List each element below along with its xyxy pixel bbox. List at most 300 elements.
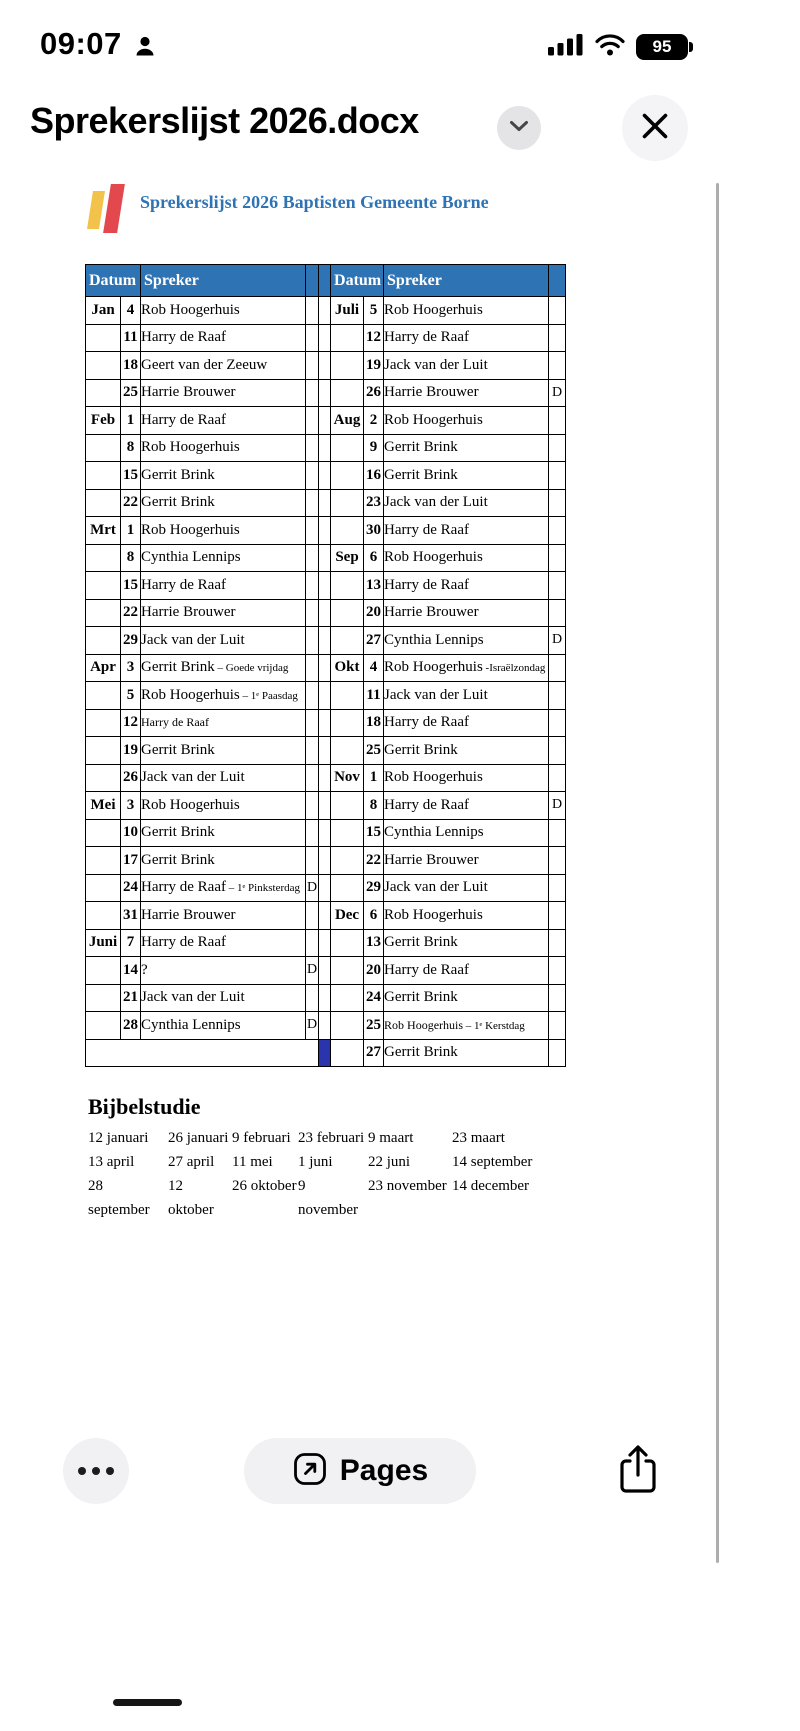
spacer-cell bbox=[319, 627, 331, 655]
table-header-row bbox=[86, 265, 566, 297]
day-cell: 12 bbox=[364, 324, 384, 352]
spacer-cell bbox=[319, 874, 331, 902]
speaker-cell: Rob Hoogerhuis bbox=[141, 434, 306, 462]
table-row bbox=[86, 599, 566, 627]
speaker-cell: Rob Hoogerhuis bbox=[384, 297, 549, 325]
battery-percent: 95 bbox=[652, 37, 672, 56]
spacer-cell bbox=[319, 902, 331, 930]
speaker-cell: Jack van der Luit bbox=[141, 764, 306, 792]
d-marker-cell bbox=[549, 874, 566, 902]
speaker-cell: Harry de Raaf bbox=[384, 324, 549, 352]
cellular-signal-icon bbox=[548, 33, 584, 61]
speaker-cell: Harry de Raaf bbox=[384, 792, 549, 820]
d-marker-cell bbox=[549, 682, 566, 710]
bijbelstudie-date: 14 september bbox=[452, 1154, 533, 1170]
day-cell: 14 bbox=[121, 957, 141, 985]
month-cell bbox=[86, 709, 121, 737]
month-cell: Aug bbox=[331, 407, 364, 435]
day-cell: 24 bbox=[121, 874, 141, 902]
day-cell: 1 bbox=[364, 764, 384, 792]
d-marker-cell bbox=[306, 434, 319, 462]
speaker-cell: Harry de Raaf bbox=[141, 709, 306, 737]
month-cell bbox=[331, 984, 364, 1012]
table-row bbox=[86, 544, 566, 572]
table-row bbox=[86, 902, 566, 930]
table-row bbox=[86, 764, 566, 792]
month-cell bbox=[86, 599, 121, 627]
bijbelstudie-date: 26 oktober bbox=[232, 1178, 297, 1194]
speaker-cell: Rob Hoogerhuis bbox=[384, 902, 549, 930]
d-marker-cell: D bbox=[306, 957, 319, 985]
document-title: Sprekerslijst 2026 Baptisten Gemeente Borne bbox=[140, 192, 489, 212]
table-row bbox=[86, 737, 566, 765]
day-cell: 18 bbox=[364, 709, 384, 737]
spacer-cell bbox=[319, 462, 331, 490]
month-cell bbox=[86, 819, 121, 847]
more-button[interactable] bbox=[63, 1438, 129, 1504]
header-spreker-left: Spreker bbox=[141, 265, 306, 297]
d-marker-cell bbox=[306, 324, 319, 352]
table-row bbox=[86, 434, 566, 462]
d-marker-cell bbox=[306, 792, 319, 820]
speaker-cell: Harry de Raaf bbox=[384, 572, 549, 600]
month-cell: Juni bbox=[86, 929, 121, 957]
d-marker-cell bbox=[549, 1039, 566, 1067]
day-cell: 26 bbox=[121, 764, 141, 792]
bijbelstudie-date: 11 mei bbox=[232, 1154, 273, 1170]
open-in-pages-button[interactable] bbox=[244, 1438, 476, 1504]
share-icon bbox=[617, 1443, 659, 1500]
speaker-cell: Jack van der Luit bbox=[141, 984, 306, 1012]
d-marker-cell bbox=[549, 462, 566, 490]
bijbelstudie-date: 14 december bbox=[452, 1178, 530, 1194]
header-datum-right: Datum bbox=[331, 265, 384, 297]
day-cell: 22 bbox=[121, 489, 141, 517]
home-indicator bbox=[113, 1699, 182, 1706]
day-cell: 15 bbox=[121, 572, 141, 600]
month-cell: Feb bbox=[86, 407, 121, 435]
day-cell: 15 bbox=[121, 462, 141, 490]
day-cell: 5 bbox=[364, 297, 384, 325]
day-cell: 19 bbox=[121, 737, 141, 765]
month-cell bbox=[331, 572, 364, 600]
month-cell bbox=[331, 324, 364, 352]
speaker-cell: Harry de Raaf bbox=[384, 517, 549, 545]
bijbelstudie-date: 23 maart bbox=[452, 1130, 505, 1146]
bijbelstudie-date: 9 november bbox=[298, 1178, 358, 1218]
day-cell: 13 bbox=[364, 929, 384, 957]
speaker-cell: Rob Hoogerhuis -Israëlzondag bbox=[384, 654, 549, 682]
day-cell: 4 bbox=[121, 297, 141, 325]
d-marker-cell bbox=[306, 517, 319, 545]
d-marker-cell bbox=[549, 297, 566, 325]
close-button[interactable] bbox=[622, 95, 688, 161]
month-cell bbox=[86, 352, 121, 380]
speaker-cell: Geert van der Zeeuw bbox=[141, 352, 306, 380]
month-cell bbox=[331, 1039, 364, 1067]
table-row bbox=[86, 379, 566, 407]
month-cell: Apr bbox=[86, 654, 121, 682]
bijbelstudie-date: 12 januari bbox=[88, 1130, 149, 1146]
spacer-cell bbox=[319, 737, 331, 765]
file-title: Sprekerslijst 2026.docx bbox=[30, 100, 419, 141]
table-row bbox=[86, 324, 566, 352]
day-cell: 24 bbox=[364, 984, 384, 1012]
d-marker-cell bbox=[549, 709, 566, 737]
day-cell: 23 bbox=[364, 489, 384, 517]
church-logo bbox=[88, 184, 132, 234]
table-row bbox=[86, 1039, 566, 1067]
d-marker-cell bbox=[549, 517, 566, 545]
table-row bbox=[86, 407, 566, 435]
battery-icon bbox=[636, 34, 688, 60]
month-cell: Nov bbox=[331, 764, 364, 792]
clock: 09:07 bbox=[40, 26, 122, 61]
month-cell bbox=[86, 984, 121, 1012]
d-marker-cell bbox=[549, 489, 566, 517]
d-marker-cell bbox=[306, 462, 319, 490]
d-marker-cell bbox=[306, 929, 319, 957]
month-cell bbox=[331, 847, 364, 875]
speaker-cell: Cynthia Lennips bbox=[141, 1012, 306, 1040]
d-marker-cell bbox=[549, 599, 566, 627]
spacer-cell bbox=[319, 709, 331, 737]
month-cell bbox=[331, 352, 364, 380]
month-cell bbox=[331, 489, 364, 517]
d-marker-cell bbox=[549, 1012, 566, 1040]
day-cell: 18 bbox=[121, 352, 141, 380]
d-marker-cell: D bbox=[306, 874, 319, 902]
speaker-cell: ? bbox=[141, 957, 306, 985]
more-icon bbox=[78, 1467, 86, 1475]
d-marker-cell bbox=[549, 929, 566, 957]
month-cell: Mrt bbox=[86, 517, 121, 545]
bijbelstudie-date: 22 juni bbox=[368, 1154, 411, 1170]
table-row bbox=[86, 1012, 566, 1040]
header-datum-left: Datum bbox=[86, 265, 141, 297]
spacer-cell bbox=[319, 764, 331, 792]
d-marker-cell bbox=[306, 544, 319, 572]
d-marker-cell: D bbox=[549, 379, 566, 407]
table-row bbox=[86, 819, 566, 847]
speaker-cell: Gerrit Brink bbox=[384, 929, 549, 957]
table-row bbox=[86, 709, 566, 737]
month-cell bbox=[331, 874, 364, 902]
spacer-cell bbox=[319, 1012, 331, 1040]
speaker-cell: Harry de Raaf bbox=[141, 407, 306, 435]
spacer-cell bbox=[319, 407, 331, 435]
table-row bbox=[86, 627, 566, 655]
day-cell: 11 bbox=[364, 682, 384, 710]
month-cell bbox=[86, 902, 121, 930]
day-cell: 29 bbox=[364, 874, 384, 902]
speaker-cell: Harry de Raaf bbox=[384, 957, 549, 985]
d-marker-cell bbox=[549, 957, 566, 985]
month-cell bbox=[331, 709, 364, 737]
spacer-cell bbox=[319, 682, 331, 710]
day-cell: 6 bbox=[364, 902, 384, 930]
month-cell: Sep bbox=[331, 544, 364, 572]
table-row bbox=[86, 489, 566, 517]
bijbelstudie-date: 9 februari bbox=[232, 1130, 291, 1146]
table-row bbox=[86, 517, 566, 545]
bijbelstudie-date: 23 november bbox=[368, 1178, 447, 1194]
day-cell: 31 bbox=[121, 902, 141, 930]
day-cell: 28 bbox=[121, 1012, 141, 1040]
day-cell: 8 bbox=[121, 434, 141, 462]
d-marker-cell bbox=[306, 819, 319, 847]
logo-yellow-stripe bbox=[87, 191, 105, 229]
spacer-cell bbox=[319, 517, 331, 545]
month-cell bbox=[86, 324, 121, 352]
day-cell: 3 bbox=[121, 792, 141, 820]
table-row bbox=[86, 654, 566, 682]
d-marker-cell bbox=[549, 902, 566, 930]
month-cell: Mei bbox=[86, 792, 121, 820]
day-cell: 20 bbox=[364, 599, 384, 627]
speakers-table bbox=[85, 264, 566, 1067]
spacer-cell bbox=[319, 544, 331, 572]
speaker-cell: Gerrit Brink bbox=[384, 434, 549, 462]
person-icon bbox=[134, 35, 156, 62]
d-marker-cell bbox=[306, 682, 319, 710]
d-marker-cell bbox=[306, 764, 319, 792]
scrollbar[interactable] bbox=[716, 183, 719, 1563]
spacer-cell bbox=[319, 324, 331, 352]
d-marker-cell bbox=[306, 737, 319, 765]
day-cell: 2 bbox=[364, 407, 384, 435]
month-cell bbox=[331, 1012, 364, 1040]
spacer-cell bbox=[319, 352, 331, 380]
speaker-cell: Harry de Raaf bbox=[141, 324, 306, 352]
d-marker-cell bbox=[306, 627, 319, 655]
speaker-cell: Cynthia Lennips bbox=[141, 544, 306, 572]
d-marker-cell bbox=[306, 984, 319, 1012]
header-d-right bbox=[549, 265, 566, 297]
empty-merged-cell bbox=[86, 1039, 319, 1067]
d-marker-cell bbox=[306, 599, 319, 627]
d-marker-cell: D bbox=[549, 627, 566, 655]
day-cell: 22 bbox=[121, 599, 141, 627]
table-row bbox=[86, 792, 566, 820]
wifi-icon bbox=[594, 33, 626, 61]
month-cell bbox=[86, 1012, 121, 1040]
d-marker-cell bbox=[549, 407, 566, 435]
speaker-cell: Rob Hoogerhuis bbox=[384, 544, 549, 572]
month-cell bbox=[331, 462, 364, 490]
d-marker-cell bbox=[549, 544, 566, 572]
day-cell: 1 bbox=[121, 517, 141, 545]
speaker-cell: Rob Hoogerhuis bbox=[384, 407, 549, 435]
d-marker-cell bbox=[306, 407, 319, 435]
d-marker-cell bbox=[549, 819, 566, 847]
speaker-cell: Jack van der Luit bbox=[384, 874, 549, 902]
speaker-cell: Gerrit Brink bbox=[141, 737, 306, 765]
bijbelstudie-date: 26 januari bbox=[168, 1130, 229, 1146]
speaker-cell: Jack van der Luit bbox=[141, 627, 306, 655]
speaker-cell: Gerrit Brink bbox=[141, 489, 306, 517]
bijbelstudie-date: 23 februari bbox=[298, 1130, 365, 1146]
d-marker-cell bbox=[306, 379, 319, 407]
speaker-cell: Harry de Raaf – 1ᵉ Pinksterdag bbox=[141, 874, 306, 902]
speaker-cell: Cynthia Lennips bbox=[384, 627, 549, 655]
day-cell: 25 bbox=[121, 379, 141, 407]
table-row bbox=[86, 297, 566, 325]
month-cell bbox=[331, 682, 364, 710]
speaker-cell: Harry de Raaf bbox=[141, 929, 306, 957]
d-marker-cell bbox=[549, 984, 566, 1012]
spacer-cell bbox=[319, 572, 331, 600]
table-row bbox=[86, 847, 566, 875]
month-cell bbox=[86, 379, 121, 407]
month-cell bbox=[331, 819, 364, 847]
day-cell: 8 bbox=[121, 544, 141, 572]
month-cell bbox=[331, 627, 364, 655]
speaker-cell: Gerrit Brink bbox=[141, 819, 306, 847]
month-cell bbox=[86, 434, 121, 462]
speaker-cell: Gerrit Brink bbox=[384, 984, 549, 1012]
month-cell: Juli bbox=[331, 297, 364, 325]
pages-label: Pages bbox=[339, 1454, 429, 1487]
table-row bbox=[86, 352, 566, 380]
spacer-cell bbox=[319, 599, 331, 627]
table-row bbox=[86, 929, 566, 957]
table-row bbox=[86, 957, 566, 985]
bijbelstudie-date: 1 juni bbox=[298, 1154, 333, 1170]
speaker-cell: Harry de Raaf bbox=[141, 572, 306, 600]
speaker-cell: Harrie Brouwer bbox=[141, 379, 306, 407]
day-cell: 25 bbox=[364, 1012, 384, 1040]
spacer-cell bbox=[319, 654, 331, 682]
speaker-cell: Gerrit Brink bbox=[384, 462, 549, 490]
speaker-cell: Harrie Brouwer bbox=[141, 902, 306, 930]
month-cell bbox=[331, 929, 364, 957]
spacer-cell bbox=[319, 489, 331, 517]
spacer-cell bbox=[319, 929, 331, 957]
month-cell bbox=[331, 517, 364, 545]
bijbelstudie-date: 13 april bbox=[88, 1154, 135, 1170]
d-marker-cell bbox=[306, 902, 319, 930]
month-cell: Dec bbox=[331, 902, 364, 930]
day-cell: 21 bbox=[121, 984, 141, 1012]
day-cell: 20 bbox=[364, 957, 384, 985]
spacer-cell bbox=[319, 297, 331, 325]
speaker-cell: Rob Hoogerhuis bbox=[141, 792, 306, 820]
bijbelstudie-date: 28 september bbox=[88, 1178, 150, 1218]
day-cell: 16 bbox=[364, 462, 384, 490]
d-marker-cell bbox=[549, 434, 566, 462]
speaker-cell: Rob Hoogerhuis bbox=[141, 297, 306, 325]
day-cell: 11 bbox=[121, 324, 141, 352]
d-marker-cell bbox=[306, 654, 319, 682]
d-marker-cell bbox=[306, 352, 319, 380]
spacer-cell bbox=[319, 1039, 331, 1067]
speaker-cell: Harry de Raaf bbox=[384, 709, 549, 737]
d-marker-cell bbox=[306, 847, 319, 875]
d-marker-cell bbox=[306, 709, 319, 737]
day-cell: 1 bbox=[121, 407, 141, 435]
speaker-cell: Cynthia Lennips bbox=[384, 819, 549, 847]
month-cell bbox=[331, 434, 364, 462]
spacer-cell bbox=[319, 957, 331, 985]
d-marker-cell bbox=[549, 352, 566, 380]
header-d-left bbox=[306, 265, 319, 297]
month-cell bbox=[86, 874, 121, 902]
speaker-cell: Gerrit Brink bbox=[384, 737, 549, 765]
day-cell: 12 bbox=[121, 709, 141, 737]
d-marker-cell bbox=[549, 324, 566, 352]
bijbelstudie-date: 9 maart bbox=[368, 1130, 414, 1146]
open-in-pages-icon bbox=[292, 1451, 328, 1492]
month-cell bbox=[86, 627, 121, 655]
speaker-cell: Gerrit Brink bbox=[141, 847, 306, 875]
speaker-cell: Jack van der Luit bbox=[384, 489, 549, 517]
month-cell bbox=[331, 957, 364, 985]
table-row bbox=[86, 462, 566, 490]
day-cell: 15 bbox=[364, 819, 384, 847]
table-row bbox=[86, 874, 566, 902]
title-menu-button[interactable] bbox=[497, 106, 541, 150]
month-cell bbox=[86, 682, 121, 710]
month-cell bbox=[331, 792, 364, 820]
d-marker-cell bbox=[306, 489, 319, 517]
speaker-cell: Harrie Brouwer bbox=[141, 599, 306, 627]
share-button[interactable] bbox=[605, 1440, 671, 1502]
month-cell bbox=[331, 599, 364, 627]
bijbelstudie-heading: Bijbelstudie bbox=[88, 1094, 201, 1119]
day-cell: 27 bbox=[364, 1039, 384, 1067]
day-cell: 3 bbox=[121, 654, 141, 682]
bijbelstudie-date: 12 oktober bbox=[168, 1178, 214, 1218]
day-cell: 29 bbox=[121, 627, 141, 655]
month-cell: Jan bbox=[86, 297, 121, 325]
spacer-cell bbox=[319, 984, 331, 1012]
day-cell: 10 bbox=[121, 819, 141, 847]
speaker-cell: Rob Hoogerhuis bbox=[384, 764, 549, 792]
day-cell: 19 bbox=[364, 352, 384, 380]
chevron-down-icon bbox=[509, 119, 529, 137]
d-marker-cell bbox=[549, 572, 566, 600]
speaker-cell: Harrie Brouwer bbox=[384, 379, 549, 407]
day-cell: 9 bbox=[364, 434, 384, 462]
speakers-table-body bbox=[86, 297, 566, 1067]
month-cell bbox=[86, 957, 121, 985]
speaker-cell: Rob Hoogerhuis – 1ᵉ Kerstdag bbox=[384, 1012, 549, 1040]
day-cell: 26 bbox=[364, 379, 384, 407]
day-cell: 8 bbox=[364, 792, 384, 820]
month-cell: Okt bbox=[331, 654, 364, 682]
speaker-cell: Rob Hoogerhuis – 1ᵉ Paasdag bbox=[141, 682, 306, 710]
day-cell: 5 bbox=[121, 682, 141, 710]
speaker-cell: Rob Hoogerhuis bbox=[141, 517, 306, 545]
bijbelstudie-grid bbox=[88, 1126, 552, 1222]
d-marker-cell bbox=[549, 764, 566, 792]
d-marker-cell bbox=[306, 297, 319, 325]
close-icon bbox=[639, 110, 671, 147]
day-cell: 6 bbox=[364, 544, 384, 572]
month-cell bbox=[86, 544, 121, 572]
bijbelstudie-date: 27 april bbox=[168, 1154, 215, 1170]
d-marker-cell bbox=[549, 654, 566, 682]
day-cell: 30 bbox=[364, 517, 384, 545]
header-spacer bbox=[319, 265, 331, 297]
month-cell bbox=[86, 572, 121, 600]
d-marker-cell bbox=[306, 572, 319, 600]
d-marker-cell: D bbox=[306, 1012, 319, 1040]
spacer-cell bbox=[319, 819, 331, 847]
month-cell bbox=[331, 379, 364, 407]
day-cell: 25 bbox=[364, 737, 384, 765]
